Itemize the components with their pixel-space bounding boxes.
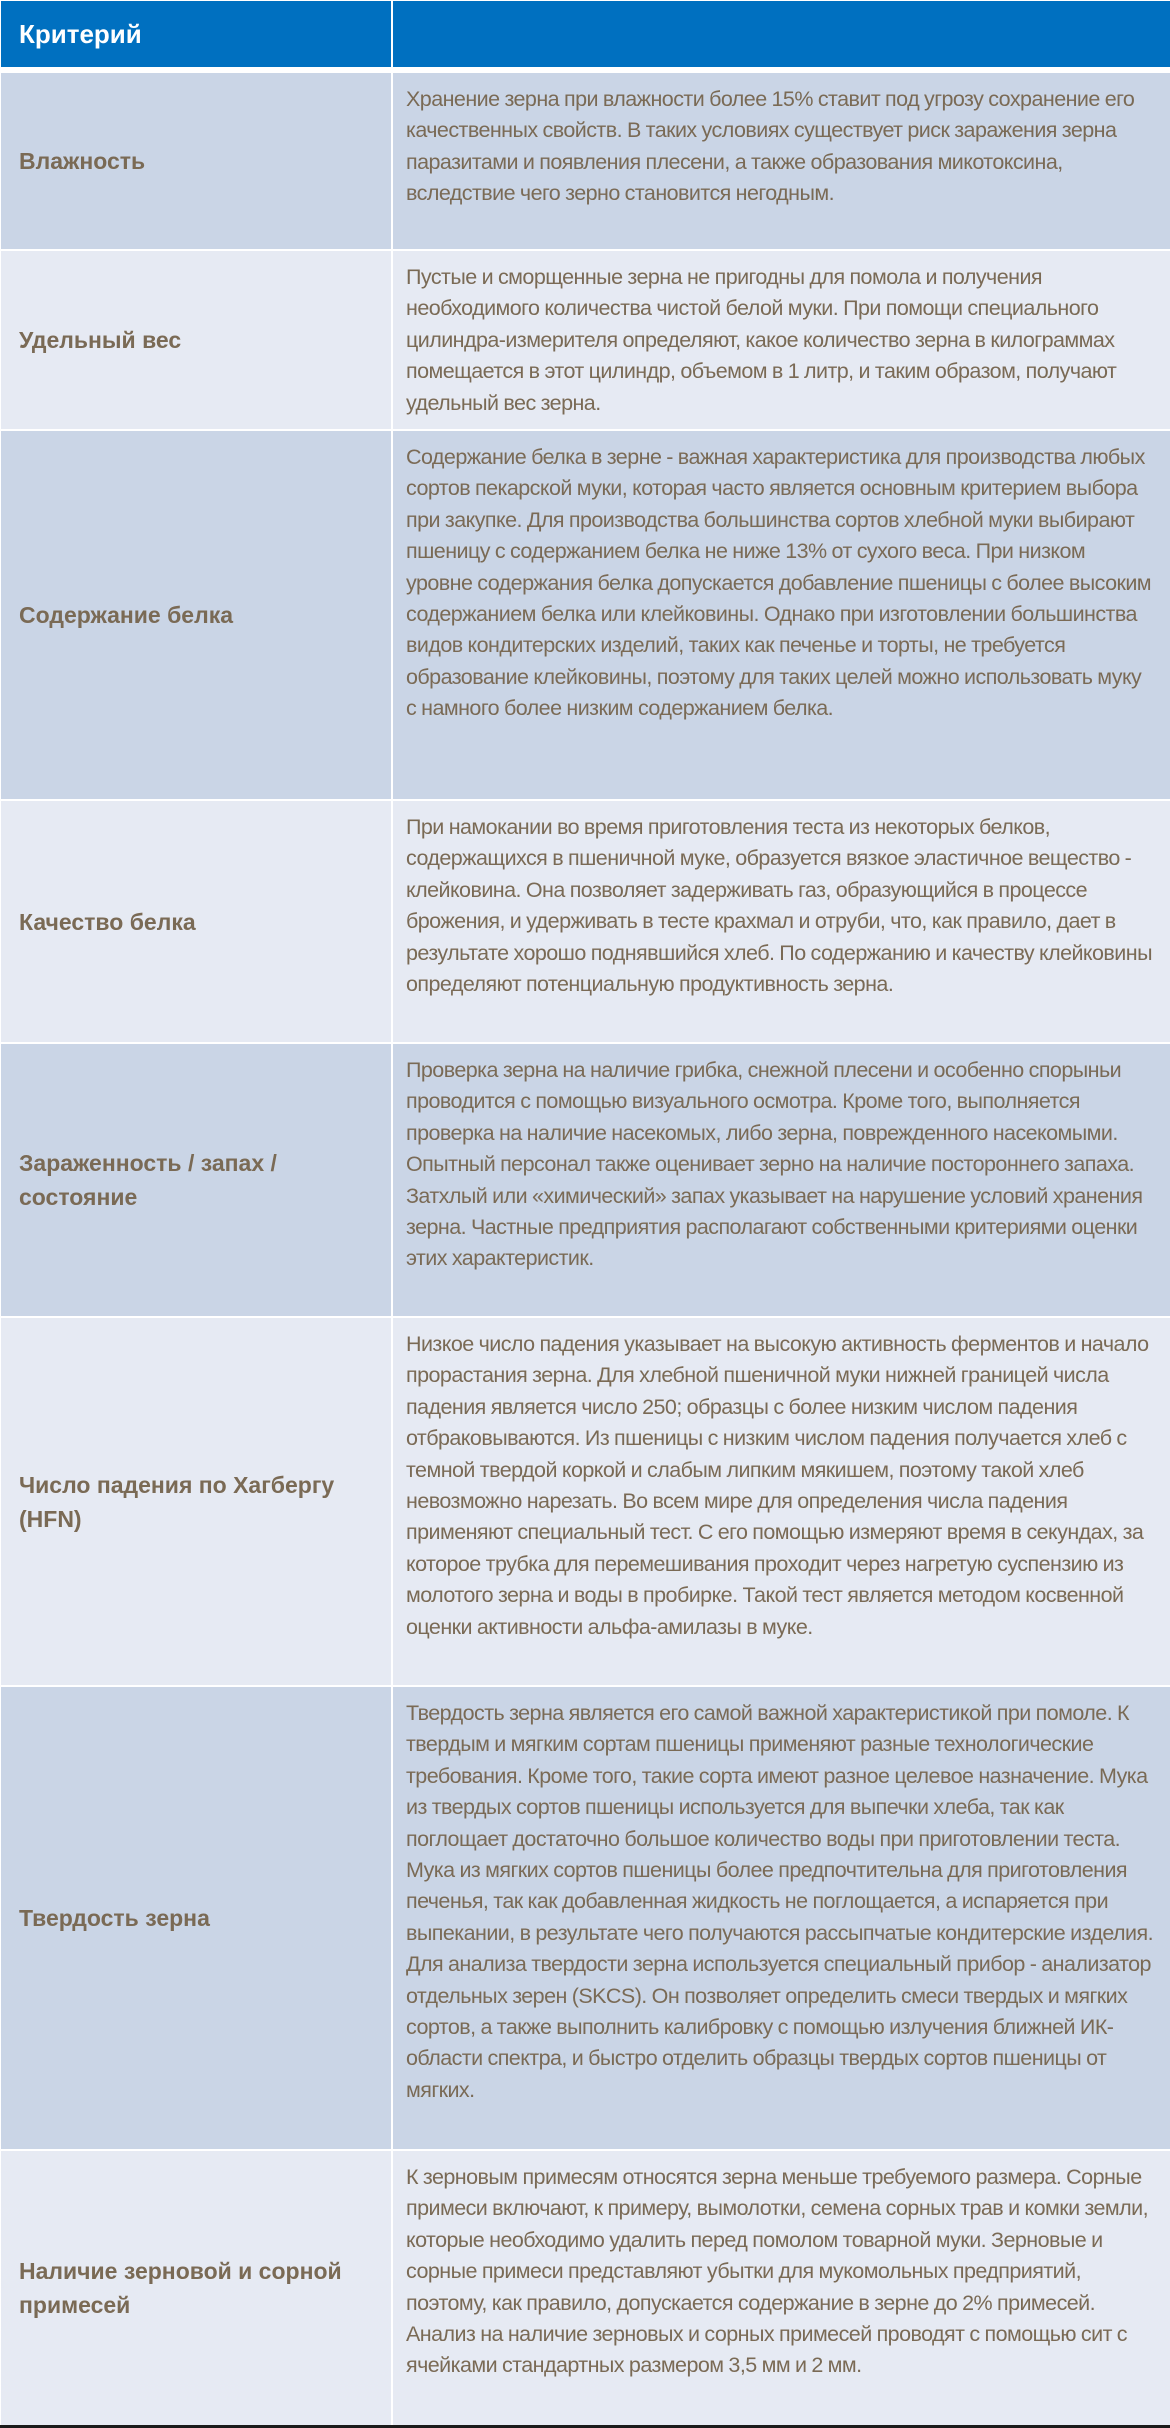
criterion-cell: Число падения по Хагбергу (HFN) xyxy=(1,1318,391,1685)
table-row-falling-number xyxy=(0,1318,1170,1685)
description-cell: Проверка зерна на наличие грибка, снежной плесени и особенно спорыньи проводится с помощью визуального осмотра. Кроме того, выполняется проверка на наличие насекомых, либо зерна, поврежденного насекомыми. Опытный персонал также оценивает зерно на наличие постороннего запаха. Затхлый или «химический» запах указывает на нарушение условий хранения зерна. Частные предприятия располагают собственными критериями оценки этих характеристик. xyxy=(393,1044,1170,1316)
table-row-impurities xyxy=(0,2151,1170,2425)
table-row-moisture xyxy=(0,73,1170,249)
criterion-cell: Зараженность / запах / состояние xyxy=(1,1044,391,1316)
header-description xyxy=(393,1,1170,67)
table-row-infestation-odor xyxy=(0,1044,1170,1316)
description-cell: Пустые и сморщенные зерна не пригодны для помола и получения необходимого количества чистой белой муки. При помощи специального цилиндра-измерителя определяют, какое количество зерна в килограммах помещается в этот цилиндр, объемом в 1 литр, и таким образом, получают удельный вес зерна. xyxy=(393,251,1170,429)
criterion-cell: Качество белка xyxy=(1,801,391,1042)
header-criterion: Критерий xyxy=(1,1,391,67)
criterion-cell: Наличие зерновой и сорной примесей xyxy=(1,2151,391,2425)
criterion-cell: Содержание белка xyxy=(1,431,391,799)
criterion-cell: Удельный вес xyxy=(1,251,391,429)
table-row-protein-content xyxy=(0,431,1170,799)
criterion-cell: Твердость зерна xyxy=(1,1687,391,2149)
description-cell: При намокании во время приготовления теста из некоторых белков, содержащихся в пшеничной муке, образуется вязкое эластичное вещество - клейковина. Она позволяет задерживать газ, образующийся в процессе брожения, и удерживать в тесте крахмал и отруби, что, как правило, дает в результате хорошо поднявшийся хлеб. По содержанию и качеству клейковины определяют потенциальную продуктивность зерна. xyxy=(393,801,1170,1042)
description-cell: Низкое число падения указывает на высокую активность ферментов и начало прорастания зерна. Для хлебной пшеничной муки нижней границей числа падения является число 250; образцы с более низким числом падения отбраковываются. Из пшеницы с низким числом падения получается хлеб с темной твердой коркой и слабым липким мякишем, поэтому такой хлеб невозможно нарезать. Во всем мире для определения числа падения применяют специальный тест. С его помощью измеряют время в секундах, за которое трубка для перемешивания проходит через нагретую суспензию из молотого зерна и воды в пробирке. Такой тест является методом косвенной оценки активности альфа-амилазы в муке. xyxy=(393,1318,1170,1685)
table-row-specific-weight xyxy=(0,251,1170,429)
description-cell: Хранение зерна при влажности более 15% ставит под угрозу сохранение его качественных свойств. В таких условиях существует риск заражения зерна паразитами и появления плесени, а также образования микотоксина, вследствие чего зерно становится негодным. xyxy=(393,73,1170,249)
criterion-cell: Влажность xyxy=(1,73,391,249)
description-cell: К зерновым примесям относятся зерна меньше требуемого размера. Сорные примеси включают, к примеру, вымолотки, семена сорных трав и комки земли, которые необходимо удалить перед помолом товарной муки. Зерновые и сорные примеси представляют убытки для мукомольных предприятий, поэтому, как правило, допускается содержание в зерне до 2% примесей. Анализ на наличие зерновых и сорных примесей проводят с помощью сит с ячейками стандартных размером 3,5 мм и 2 мм. xyxy=(393,2151,1170,2425)
table-row-grain-hardness xyxy=(0,1687,1170,2149)
description-cell: Содержание белка в зерне - важная характеристика для производства любых сортов пекарской муки, которая часто является основным критерием выбора при закупке. Для производства большинства сортов хлебной муки выбирают пшеницу с содержанием белка не ниже 13% от сухого веса. При низком уровне содержания белка допускается добавление пшеницы с более высоким содержанием белка или клейковины. Однако при изготовлении большинства видов кондитерских изделий, таких как печенье и торты, не требуется образование клейковины, поэтому для таких целей можно использовать муку с намного более низким содержанием белка. xyxy=(393,431,1170,799)
table-row-protein-quality xyxy=(0,801,1170,1042)
description-cell: Твердость зерна является его самой важной характеристикой при помоле. К твердым и мягким сортам пшеницы применяют разные технологические требования. Кроме того, такие сорта имеют разное целевое назначение. Мука из твердых сортов пшеницы используется для выпечки хлеба, так как поглощает достаточно большое количество воды при приготовлении теста. Мука из мягких сортов пшеницы более предпочтительна для приготовления печенья, так как добавленная жидкость не поглощается, а испаряется при выпекании, в результате чего получаются рассыпчатые кондитерские изделия. Для анализа твердости зерна используется специальный прибор - анализатор отдельных зерен (SKCS). Он позволяет определить смеси твердых и мягких сортов, а также выполнить калибровку с помощью излучения ближней ИК-области спектра, и быстро отделить образцы твердых сортов пшеницы от мягких. xyxy=(393,1687,1170,2149)
